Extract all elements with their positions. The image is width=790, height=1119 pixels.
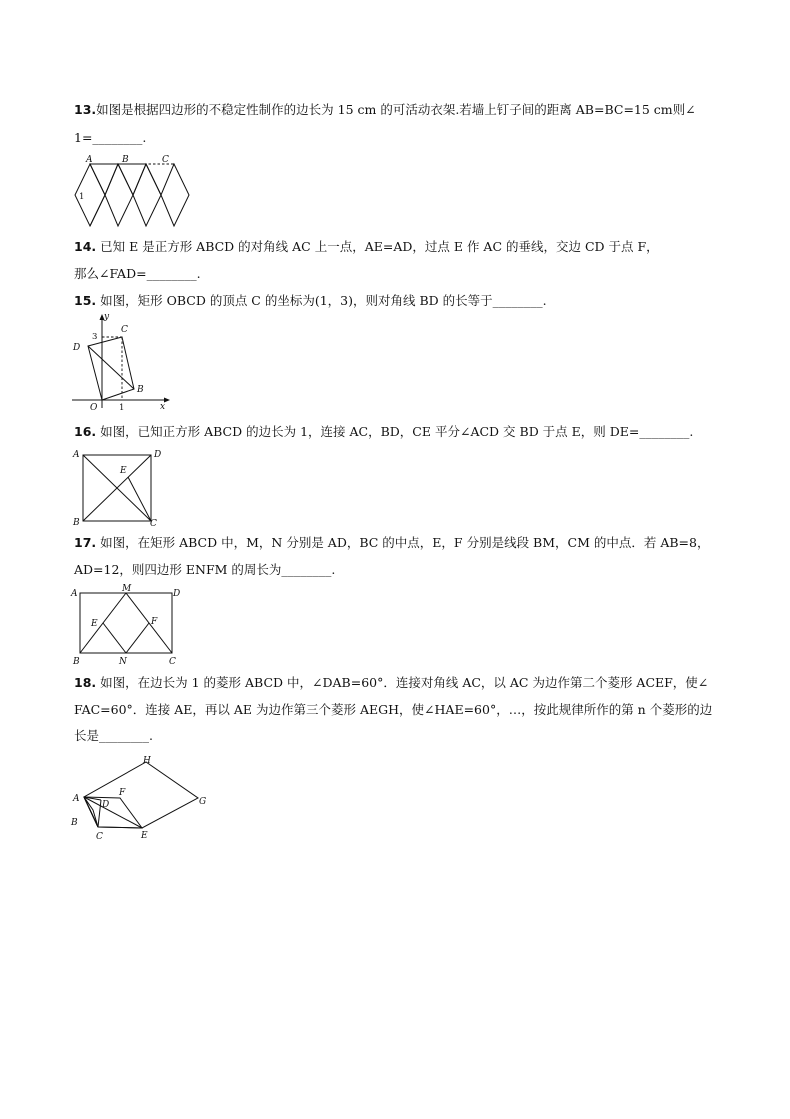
q13-label-angle: 1 <box>79 192 85 202</box>
q17-label-m: M <box>122 584 132 594</box>
q17-label-f: F <box>151 617 158 627</box>
q18-line2: FAC=60°．连接 AE，再以 AE 为边作第三个菱形 AEGH，使∠HAE=60°，…，按此规律所作的第 n 个菱形的边 <box>74 702 713 717</box>
q15-rectangle <box>88 337 134 400</box>
q13-link-1 <box>90 164 118 195</box>
q15-label-x: x <box>160 402 166 412</box>
q17-line1 <box>74 534 709 552</box>
q16-text-1: 如图，已知正方形 ABCD 的边长为 1，连接 AC，BD，CE 平分∠ACD 交 BD 于点 E，则 DE=________. <box>96 424 694 439</box>
q18-figure <box>64 752 214 844</box>
q17-label-n: N <box>119 657 127 667</box>
q14-line2: 那么∠FAD=________. <box>74 266 201 281</box>
q16-label-b: B <box>73 518 80 528</box>
q17-label-d: D <box>173 589 181 599</box>
q15-label-b: B <box>137 385 144 395</box>
q18-diagonal-ae <box>84 797 142 828</box>
q15-label-c: C <box>121 325 128 335</box>
q18-label-c: C <box>96 832 103 842</box>
q17-text-1: 如图，在矩形 ABCD 中，M，N 分别是 AD，BC 的中点，E，F 分别是线段 BM，CM 的中点．若 AB=8， <box>96 535 710 550</box>
q13-rhombus-3 <box>133 164 161 226</box>
q13-number: 13. <box>74 102 97 117</box>
q15-figure <box>64 312 174 414</box>
q17-label-c: C <box>169 657 176 667</box>
q16-label-c: C <box>150 519 157 529</box>
q15-label-d: D <box>73 343 81 353</box>
q16-label-d: D <box>154 450 162 460</box>
q13-text-1: 如图是根据四边形的不稳定性制作的边长为 15 cm 的可活动衣架.若墙上钉子间的距离 AB=BC=15 cm则∠ <box>96 102 696 117</box>
q13-figure <box>70 152 190 232</box>
q13-rhombus-2 <box>105 164 133 226</box>
q13-label-a: A <box>86 155 93 165</box>
q16-bisector-ce <box>128 477 151 521</box>
q17-label-a: A <box>71 589 78 599</box>
q14-number: 14. <box>74 239 97 254</box>
q16-figure <box>70 447 170 527</box>
q18-label-a: A <box>73 794 80 804</box>
q17-number: 17. <box>74 535 97 550</box>
q15-tick-3: 3 <box>92 332 98 342</box>
q18-outline <box>84 762 198 828</box>
q18-label-e: E <box>141 831 148 841</box>
q13-line2: 1=________. <box>74 130 147 145</box>
q13-rhombus-4 <box>146 164 189 226</box>
q16-number: 16. <box>74 424 97 439</box>
q17-segment-en <box>103 623 126 653</box>
q13-link-2 <box>118 164 146 195</box>
q16-line1 <box>74 423 693 441</box>
q15-tick-1: 1 <box>119 403 125 413</box>
q18-label-h: H <box>143 756 151 766</box>
q13-label-c: C <box>162 155 169 165</box>
q15-label-y: y <box>104 312 110 322</box>
q18-text-1: 如图，在边长为 1 的菱形 ABCD 中，∠DAB=60°．连接对角线 AC，以 AC 为边作第二个菱形 ACEF，使∠ <box>96 675 709 690</box>
q16-label-e: E <box>120 466 127 476</box>
q15-text-1: 如图，矩形 OBCD 的顶点 C 的坐标为(1，3)，则对角线 BD 的长等于________. <box>96 293 547 308</box>
q18-label-f: F <box>119 788 126 798</box>
q15-label-o: O <box>90 403 98 413</box>
q17-label-b: B <box>73 657 80 667</box>
q13-line1 <box>74 101 696 119</box>
q13-label-b: B <box>122 155 129 165</box>
q17-label-e: E <box>91 619 98 629</box>
q17-line2: AD=12，则四边形 ENFM 的周长为________. <box>74 562 336 577</box>
q18-number: 18. <box>74 675 97 690</box>
q18-line1 <box>74 674 708 692</box>
q14-line1 <box>74 238 659 256</box>
q15-number: 15. <box>74 293 97 308</box>
q18-label-d: D <box>102 800 110 810</box>
q15-line1 <box>74 292 547 310</box>
q18-line3: 长是________. <box>74 728 153 743</box>
q14-text-1: 已知 E 是正方形 ABCD 的对角线 AC 上一点，AE=AD，过点 E 作 AC 的垂线，交边 CD 于点 F， <box>96 239 659 254</box>
q17-segment-fn <box>126 623 149 653</box>
q17-figure <box>68 582 188 666</box>
q18-label-b: B <box>71 818 78 828</box>
q18-label-g: G <box>199 797 207 807</box>
q16-label-a: A <box>73 450 80 460</box>
q15-diagonal-bd <box>88 346 134 389</box>
